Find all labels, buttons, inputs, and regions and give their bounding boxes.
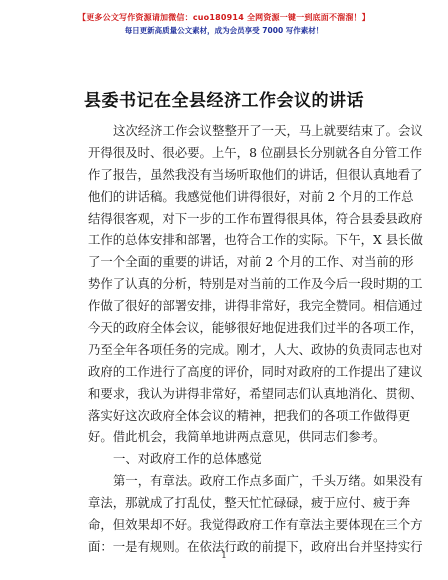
- body-line: 势作了认真的分析，特别是对当前的工作及今后一段时期的工: [88, 276, 423, 292]
- document-body: [88, 120, 423, 558]
- body-line: 了一个全面的重要的讲话，对前 2 个月的工作、对当前的形: [88, 254, 414, 270]
- body-line: 他们的讲话稿。我感觉他们讲得很好，对前 2 个月的工作总: [88, 188, 414, 204]
- document-title: 县委书记在全县经济工作会议的讲话: [84, 91, 364, 111]
- banner-subline: 每日更新高质量公文素材，成为会员享受 7000 写作素材！: [124, 26, 324, 35]
- body-line: 命，但效果却不好。我觉得政府工作有章法主要体现在三个方: [88, 517, 423, 533]
- section-heading: 一、对政府工作的总体感觉: [113, 451, 262, 467]
- body-line: 结得很客观，对下一步的工作布置得很具体，符合县委县政府: [88, 210, 423, 226]
- body-line: 和要求，我认为讲得非常好，希望同志们认真地消化、贯彻、: [88, 385, 423, 401]
- body-line: 开得很及时、很必要。上午，8 位副县长分别就各自分管工作: [88, 144, 422, 160]
- banner-promo-line: 【更多公文写作资源请加微信：cuo180914 全网资源一键一到底面不溜溜！】: [78, 13, 370, 22]
- body-line: 作做了很好的部署安排，讲得非常好，我完全赞同。相信通过: [88, 298, 423, 314]
- body-line: 落实好这次政府全体会议的精神，把我们的各项工作做得更: [88, 407, 411, 423]
- body-line: 面：一是有规则。在依法行政的前提下，政府出台并坚持实行: [88, 538, 423, 554]
- body-line: 今天的政府全体会议，能够很好地促进我们过半的各项工作，: [88, 320, 423, 336]
- body-line: 乃至全年各项任务的完成。刚才，人大、政协的负责同志也对: [88, 341, 423, 357]
- body-line: 作了报告，虽然我没有当场听取他们的讲话，但很认真地看了: [88, 166, 423, 182]
- body-line: 第一，有章法。政府工作点多面广，千头万绪。如果没有: [113, 473, 423, 489]
- page-number: 1: [221, 551, 227, 561]
- body-line: 好。借此机会，我简单地讲两点意见，供同志们参考。: [88, 429, 386, 445]
- header-banner: [0, 12, 448, 36]
- body-line: 政府的工作进行了高度的评价，同时对政府的工作提出了建议: [88, 363, 423, 379]
- body-line: 工作的总体安排和部署，也符合工作的实际。下午，X 县长做: [88, 232, 423, 248]
- body-line: 章法，那就成了打乱仗，整天忙忙碌碌，疲于应付、疲于奔: [88, 495, 411, 511]
- body-line: 这次经济工作会议整整开了一天，马上就要结束了。会议: [113, 123, 423, 138]
